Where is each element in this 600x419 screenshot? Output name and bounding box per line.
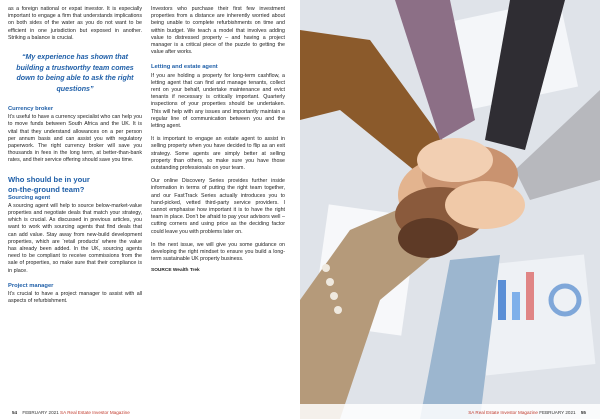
sleeve-button xyxy=(322,264,330,272)
next-issue-paragraph: In the next issue, we will give you some guidance on developing the right mindset to ensure you build a long-term sustainable UK property business. xyxy=(151,241,285,263)
project-manager-heading: Project manager xyxy=(8,282,54,289)
col2-intro-paragraph: Investors who purchase their first few investment properties from a distance are inherently worried about being unable to complete refurbishments on time and within budget. We teach a model that involves adding value to distressed property – and having a project manager is a critical piece of the puzzle to getting the value after works. xyxy=(151,6,285,56)
letting-agent-paragraph: If you are holding a property for long-term cashflow, a letting agent that can find and manage tenants, collect rent on your behalf, undertake maintenance and evict tenants if necessary is critically important. Quarterly inspections of your properties should be undertaken. This will help with any issues and importantly maintain a regular line of communication between you and the letting agent. xyxy=(151,72,285,130)
currency-broker-paragraph: It’s useful to have a currency specialist who can help you to move funds between South Africa and the UK. It is vital that they understand allowances on a per person per annum basis and can assist you with regulatory paperwork. The right currency broker will save you thousands in fees in the long term, at better-than-bank rates, and their service offering should save you time. xyxy=(8,114,142,164)
currency-broker-heading: Currency broker xyxy=(8,106,54,113)
sleeve-button xyxy=(326,278,334,286)
right-footer-magazine: SA Real Estate Investor Magazine xyxy=(468,410,538,415)
source-credit: SOURCE Wealth Trek xyxy=(151,267,200,273)
right-page-number: 55 xyxy=(580,410,586,415)
sourcing-agent-paragraph: A sourcing agent will help to source below-market-value properties and negotiate deals that match your strategy, which is crucial. As discussed in previous articles, you want to work with sourcing agents that find deals that can add value. Stay away from new-build development properties, which are ‘retail products’ where the value has already been added. In the UK, sourcing agents need to be compliant to receive commissions from the sale of properties, so make sure that their compliance is in place. xyxy=(8,202,142,274)
sourcing-agent-heading: Sourcing agent xyxy=(8,194,51,201)
team-heading-line1: Who should be in your xyxy=(8,174,90,184)
left-footer-issue: FEBRUARY 2021 xyxy=(22,410,59,415)
hand xyxy=(445,181,525,229)
chart-bar xyxy=(512,292,520,320)
left-footer-magazine: SA Real Estate Investor Magazine xyxy=(60,410,130,415)
middle-column xyxy=(151,6,285,274)
team-heading xyxy=(8,175,142,195)
right-page xyxy=(300,0,600,419)
hand xyxy=(398,218,458,258)
sleeve-button xyxy=(334,306,342,314)
right-page-footer xyxy=(468,410,590,415)
chart-bar xyxy=(498,280,506,320)
letting-agent-heading: Letting and estate agent xyxy=(151,64,218,71)
discovery-series-paragraph: Our online Discovery Series provides further inside information in terms of putting the right team together, and our FastTrack Series actually introduces you to hand-picked, vetted third-party service providers. I cannot emphasise how important it is to have the right team in place. Don’t be afraid to pay your advisors well – cutting corners and using price as the deciding factor could leave you with problems later on. xyxy=(151,178,285,235)
col1-intro-paragraph: as a foreign national or expat investor. It is especially important to engage a firm that understands implications on both sides of the water as you do not want to be efficient in one jurisdiction but exposed in another. Striking a balance is crucial. xyxy=(8,6,142,41)
sleeve-button xyxy=(330,292,338,300)
project-manager-paragraph: It’s crucial to have a project manager to assist with all aspects of refurbishment. xyxy=(8,291,142,305)
hand xyxy=(417,138,493,182)
pull-quote: “My experience has shown that building a trustworthy team comes down to being able to ask the right questions” xyxy=(16,53,134,93)
left-page-number: 54 xyxy=(12,410,18,415)
left-page-footer xyxy=(8,410,130,415)
team-heading-line2: on-the-ground team? xyxy=(8,184,85,194)
team-hands-photo xyxy=(300,0,600,419)
left-column xyxy=(8,6,142,311)
chart-bar xyxy=(526,272,534,320)
estate-agent-paragraph: It is important to engage an estate agent to assist in selling property when you have decided to flip as an exit strategy. Some agents are simply better at selling property than others, so make sure you have those outstanding professionals on your team. xyxy=(151,136,285,172)
right-footer-issue: FEBRUARY 2021 xyxy=(539,410,576,415)
